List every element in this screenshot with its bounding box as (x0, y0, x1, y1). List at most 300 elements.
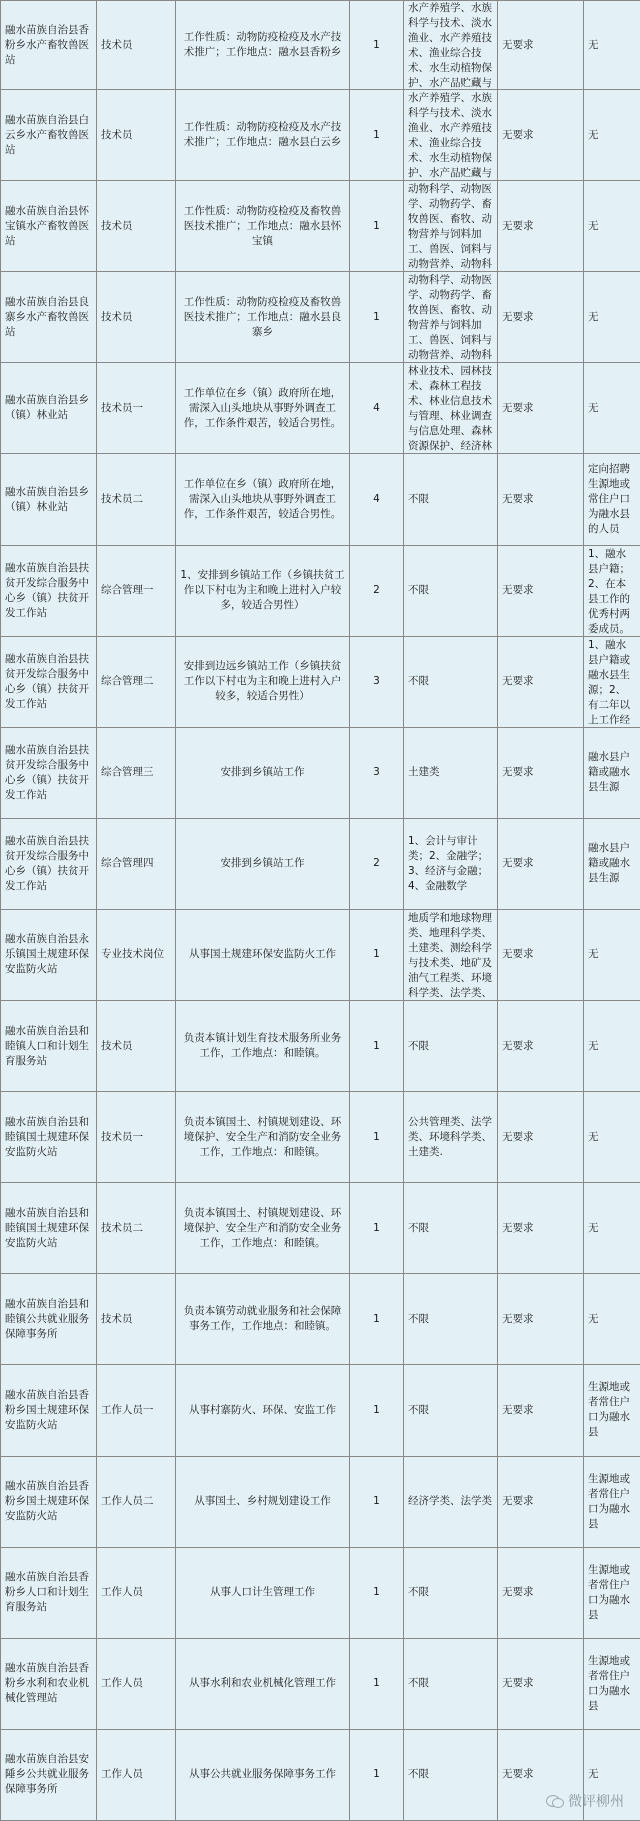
cell-major-text: 动物科学、动物医学、动物药学、畜牧兽医、畜牧、动物营养与饲料加工、兽医、饲料与动物营养、动物科 (408, 274, 492, 362)
cell-count-text: 1 (373, 38, 380, 51)
cell-unit (1, 1456, 97, 1547)
cell-major-text: 不限 (408, 1403, 429, 1416)
cell-description-text: 负责本镇国土、村镇规划建设、环境保护、安全生产和消防安全业务工作，工作地点：和睦镇。 (183, 1206, 342, 1249)
cell-other (584, 1183, 640, 1274)
table-row (1, 1274, 640, 1365)
cell-major-text: 经济学类、法学类 (408, 1495, 492, 1508)
table-row (1, 454, 640, 545)
cell-education-text: 无要求 (502, 38, 534, 51)
cell-major-text: 林业技术、园林技术、森林工程技术、林业信息技术与管理、林业调查与信息处理、森林资源保护、经济林 (408, 365, 492, 453)
cell-major (404, 1547, 498, 1638)
cell-description (176, 1547, 350, 1638)
cell-other (584, 727, 640, 818)
cell-other-text: 生源地或者常住户口为融水县 (588, 1654, 630, 1712)
cell-description-text: 从事村寨防火、环保、安监工作 (189, 1403, 336, 1416)
cell-description-text: 负责本镇计划生育技术服务所业务工作，工作地点：和睦镇。 (183, 1032, 342, 1060)
cell-other-text: 无 (588, 310, 599, 323)
cell-education (498, 1456, 584, 1547)
cell-count-text: 1 (373, 1495, 380, 1508)
cell-other-text: 无 (588, 401, 599, 414)
cell-count-text: 3 (373, 675, 380, 688)
cell-unit (1, 90, 97, 181)
cell-count (350, 1183, 404, 1274)
cell-unit-text: 融水苗族自治县良寨乡水产畜牧兽医站 (5, 295, 89, 338)
cell-other-text: 无 (588, 1039, 599, 1052)
cell-other (584, 363, 640, 454)
cell-description (176, 909, 350, 1000)
cell-major (404, 1729, 498, 1820)
cell-education-text: 无要求 (502, 1403, 534, 1416)
cell-major-text: 1、会计与审计类；2、金融学；3、经济与金融；4、金融数学 (408, 834, 489, 892)
cell-count-text: 4 (373, 401, 380, 414)
cell-count (350, 454, 404, 545)
cell-education (498, 818, 584, 909)
cell-description (176, 1638, 350, 1729)
cell-post-text: 综合管理三 (101, 766, 154, 779)
table-row (1, 1183, 640, 1274)
cell-description-text: 负责本镇国土、村镇规划建设、环境保护、安全生产和消防安全业务工作，工作地点：和睦镇。 (183, 1115, 342, 1158)
cell-count-text: 1 (373, 1312, 380, 1325)
cell-description-text: 安排到边远乡镇站工作（乡镇扶贫工作以下村屯为主和晚上进村入户较多，较适合男性） (183, 660, 342, 703)
cell-education (498, 1183, 584, 1274)
cell-other-text: 无 (588, 948, 599, 961)
cell-unit-text: 融水苗族自治县扶贫开发综合服务中心乡（镇）扶贫开发工作站 (5, 743, 89, 801)
cell-post-text: 工作人员一 (101, 1403, 154, 1416)
cell-post (97, 1456, 176, 1547)
cell-major-text: 不限 (408, 1586, 429, 1599)
cell-post (97, 1365, 176, 1456)
cell-unit-text: 融水苗族自治县乡（镇）林业站 (5, 394, 89, 422)
cell-post-text: 技术员 (101, 1039, 133, 1052)
cell-unit-text: 融水苗族自治县扶贫开发综合服务中心乡（镇）扶贫开发工作站 (5, 561, 89, 619)
table-row (1, 909, 640, 1000)
cell-major (404, 909, 498, 1000)
cell-post-text: 技术员 (101, 310, 133, 323)
cell-count (350, 1092, 404, 1183)
cell-other (584, 1274, 640, 1365)
cell-description (176, 363, 350, 454)
cell-count-text: 3 (373, 766, 380, 779)
cell-count (350, 1365, 404, 1456)
cell-education-text: 无要求 (502, 1768, 534, 1781)
cell-count (350, 181, 404, 272)
cell-unit (1, 1183, 97, 1274)
cell-major-text: 水产养殖学、水族科学与技术、淡水渔业、水产养殖技术、渔业综合技术、水生动植物保护、水产品贮藏与 (408, 2, 492, 90)
cell-count-text: 1 (373, 1403, 380, 1416)
cell-unit-text: 融水苗族自治县扶贫开发综合服务中心乡（镇）扶贫开发工作站 (5, 834, 89, 892)
cell-major-text: 不限 (408, 1221, 429, 1234)
cell-education (498, 454, 584, 545)
cell-education (498, 1001, 584, 1092)
cell-unit (1, 1729, 97, 1820)
cell-education-text: 无要求 (502, 128, 534, 141)
cell-unit-text: 融水苗族自治县乡（镇）林业站 (5, 485, 89, 513)
table-row (1, 1456, 640, 1547)
cell-count (350, 363, 404, 454)
cell-major-text: 不限 (408, 493, 429, 506)
cell-description (176, 1365, 350, 1456)
table-row (1, 272, 640, 363)
cell-description (176, 1, 350, 90)
cell-unit (1, 1001, 97, 1092)
cell-count (350, 818, 404, 909)
cell-description-text: 安排到乡镇站工作 (220, 857, 305, 870)
cell-major (404, 181, 498, 272)
cell-description-text: 安排到乡镇站工作 (220, 766, 305, 779)
cell-count (350, 909, 404, 1000)
cell-education-text: 无要求 (502, 1130, 534, 1143)
cell-post-text: 工作人员二 (101, 1495, 154, 1508)
cell-unit (1, 1274, 97, 1365)
cell-major-text: 动物科学、动物医学、动物药学、畜牧兽医、畜牧、动物营养与饲料加工、兽医、饲料与动物营养、动物科 (408, 183, 492, 271)
cell-unit-text: 融水苗族自治县香粉乡人口和计划生育服务站 (5, 1571, 89, 1614)
cell-description (176, 1092, 350, 1183)
cell-other-text: 融水县户籍或融水县生源 (588, 751, 630, 794)
cell-description-text: 工作性质：动物防疫检疫及畜牧兽医技术推广；工作地点：融水县怀宝镇 (183, 204, 342, 247)
cell-education (498, 1274, 584, 1365)
cell-education-text: 无要求 (502, 1221, 534, 1234)
cell-education (498, 363, 584, 454)
cell-major-text: 公共管理类、法学类、环境科学类、土建类. (408, 1115, 492, 1158)
cell-major (404, 90, 498, 181)
cell-other (584, 181, 640, 272)
cell-unit (1, 1547, 97, 1638)
cell-education (498, 1092, 584, 1183)
cell-count-text: 2 (373, 857, 380, 870)
cell-unit-text: 融水苗族自治县香粉乡水产畜牧兽医站 (5, 23, 89, 66)
cell-other-text: 无 (588, 1130, 599, 1143)
cell-major (404, 1183, 498, 1274)
cell-major-text: 地质学和地球物理类、地理科学类、土建类、测绘科学与技术类、地矿及油气工程类、环境科学类、法学类、 (408, 911, 492, 999)
cell-other-text: 生源地或者常住户口为融水县 (588, 1563, 630, 1621)
cell-count (350, 272, 404, 363)
cell-description (176, 1729, 350, 1820)
cell-description (176, 1274, 350, 1365)
cell-post (97, 363, 176, 454)
cell-description (176, 818, 350, 909)
cell-description-text: 从事人口计生管理工作 (210, 1586, 315, 1599)
cell-major (404, 1365, 498, 1456)
cell-unit (1, 1638, 97, 1729)
cell-major-text: 不限 (408, 675, 429, 688)
cell-education-text: 无要求 (502, 1677, 534, 1690)
cell-education-text: 无要求 (502, 1039, 534, 1052)
cell-other (584, 636, 640, 727)
cell-unit (1, 363, 97, 454)
cell-post (97, 272, 176, 363)
cell-description-text: 工作单位在乡（镇）政府所在地，需深入山头地块从事野外调查工作，工作条件艰苦，较适合男性。 (183, 478, 342, 521)
cell-other-text: 定向招聘生源地或常住户口为融水县的人员 (588, 463, 630, 536)
cell-count-text: 1 (373, 310, 380, 323)
cell-count-text: 1 (373, 948, 380, 961)
cell-count-text: 1 (373, 1768, 380, 1781)
cell-major (404, 1001, 498, 1092)
cell-unit-text: 融水苗族自治县香粉乡水利和农业机械化管理站 (5, 1662, 89, 1705)
cell-other-text: 1、融水县户籍或融水县生源；2、有二年以上工作经 (588, 638, 630, 726)
cell-post-text: 技术员一 (101, 401, 143, 414)
cell-count (350, 727, 404, 818)
cell-post (97, 818, 176, 909)
cell-other (584, 1, 640, 90)
table-row (1, 90, 640, 181)
cell-major (404, 727, 498, 818)
cell-other (584, 909, 640, 1000)
cell-other (584, 818, 640, 909)
cell-education-text: 无要求 (502, 310, 534, 323)
cell-description (176, 1183, 350, 1274)
table-row (1, 636, 640, 727)
cell-education (498, 727, 584, 818)
cell-unit (1, 272, 97, 363)
table-row (1, 1001, 640, 1092)
table-row (1, 818, 640, 909)
cell-other-text: 无 (588, 128, 599, 141)
cell-major-text: 土建类 (408, 766, 440, 779)
cell-unit (1, 454, 97, 545)
cell-education-text: 无要求 (502, 948, 534, 961)
cell-major (404, 818, 498, 909)
cell-unit (1, 1365, 97, 1456)
cell-unit-text: 融水苗族自治县白云乡水产畜牧兽医站 (5, 113, 89, 156)
cell-count (350, 90, 404, 181)
cell-education (498, 181, 584, 272)
cell-unit-text: 融水苗族自治县和睦镇人口和计划生育服务站 (5, 1024, 89, 1067)
table-row (1, 1, 640, 90)
cell-education (498, 636, 584, 727)
cell-post-text: 综合管理四 (101, 857, 154, 870)
cell-post (97, 1638, 176, 1729)
cell-unit (1, 1, 97, 90)
cell-post (97, 181, 176, 272)
cell-education-text: 无要求 (502, 584, 534, 597)
cell-other (584, 90, 640, 181)
cell-education-text: 无要求 (502, 493, 534, 506)
cell-other-text: 生源地或者常住户口为融水县 (588, 1472, 630, 1530)
cell-post-text: 工作人员 (101, 1677, 143, 1690)
table-row (1, 1638, 640, 1729)
cell-education (498, 1547, 584, 1638)
cell-unit (1, 727, 97, 818)
cell-count-text: 1 (373, 1677, 380, 1690)
cell-education-text: 无要求 (502, 1312, 534, 1325)
cell-post (97, 545, 176, 636)
cell-other-text: 无 (588, 38, 599, 51)
cell-unit (1, 181, 97, 272)
cell-other (584, 454, 640, 545)
cell-other (584, 1092, 640, 1183)
cell-description-text: 工作性质：动物防疫检疫及水产技术推广；工作地点：融水县白云乡 (183, 121, 342, 149)
cell-other (584, 1547, 640, 1638)
cell-count-text: 1 (373, 1586, 380, 1599)
table-row (1, 1729, 640, 1820)
cell-major (404, 272, 498, 363)
cell-other-text: 无 (588, 219, 599, 232)
cell-post (97, 90, 176, 181)
cell-post (97, 909, 176, 1000)
cell-post (97, 454, 176, 545)
cell-unit-text: 融水苗族自治县香粉乡国土规建环保安监防火站 (5, 1480, 89, 1523)
cell-major (404, 1092, 498, 1183)
cell-education (498, 909, 584, 1000)
cell-post-text: 技术员二 (101, 1221, 143, 1234)
cell-description (176, 636, 350, 727)
cell-count-text: 1 (373, 219, 380, 232)
cell-unit-text: 融水苗族自治县安陲乡公共就业服务保障事务所 (5, 1753, 89, 1796)
cell-count-text: 4 (373, 493, 380, 506)
cell-description-text: 工作性质：动物防疫检疫及水产技术推广；工作地点：融水县香粉乡 (183, 31, 342, 59)
cell-description (176, 90, 350, 181)
cell-unit (1, 545, 97, 636)
cell-count-text: 1 (373, 1130, 380, 1143)
table-row (1, 727, 640, 818)
cell-unit (1, 1092, 97, 1183)
watermark (546, 1791, 624, 1811)
cell-count (350, 1274, 404, 1365)
cell-education-text: 无要求 (502, 675, 534, 688)
table-row (1, 1092, 640, 1183)
table-row (1, 545, 640, 636)
cell-education-text: 无要求 (502, 401, 534, 414)
cell-unit-text: 融水苗族自治县和睦镇公共就业服务保障事务所 (5, 1297, 89, 1340)
cell-post (97, 636, 176, 727)
cell-unit-text: 融水苗族自治县和睦镇国土规建环保安监防火站 (5, 1115, 89, 1158)
cell-major (404, 454, 498, 545)
cell-unit (1, 818, 97, 909)
table-row (1, 363, 640, 454)
cell-major-text: 不限 (408, 1768, 429, 1781)
table-row (1, 1547, 640, 1638)
cell-post-text: 技术员一 (101, 1130, 143, 1143)
cell-post (97, 1183, 176, 1274)
cell-unit (1, 909, 97, 1000)
cell-description-text: 从事国土、乡村规划建设工作 (194, 1495, 331, 1508)
cell-post-text: 技术员 (101, 1312, 133, 1325)
cell-education-text: 无要求 (502, 857, 534, 870)
cell-education-text: 无要求 (502, 1495, 534, 1508)
cell-other (584, 272, 640, 363)
cell-other-text: 融水县户籍或融水县生源 (588, 842, 630, 885)
cell-unit-text: 融水苗族自治县怀宝镇水产畜牧兽医站 (5, 204, 89, 247)
cell-description-text: 从事国土规建环保安监防火工作 (189, 948, 336, 961)
cell-major-text: 水产养殖学、水族科学与技术、淡水渔业、水产养殖技术、渔业综合技术、水生动植物保护、水产品贮藏与 (408, 92, 492, 180)
wechat-icon (546, 1794, 564, 1808)
cell-education (498, 1638, 584, 1729)
cell-other (584, 1365, 640, 1456)
cell-major (404, 1274, 498, 1365)
cell-description (176, 545, 350, 636)
cell-education-text: 无要求 (502, 766, 534, 779)
cell-education-text: 无要求 (502, 219, 534, 232)
cell-description (176, 1001, 350, 1092)
cell-other-text: 1、融水县户籍；2、在本县工作的优秀村两委成员。 (588, 547, 630, 635)
cell-major-text: 不限 (408, 1039, 429, 1052)
cell-post (97, 1001, 176, 1092)
watermark-text: 微评柳州 (568, 1794, 624, 1810)
cell-description-text: 1、安排到乡镇站工作（乡镇扶贫工作以下村屯为主和晚上进村入户较多，较适合男性） (180, 569, 345, 612)
cell-count (350, 1001, 404, 1092)
cell-major (404, 1456, 498, 1547)
cell-count (350, 545, 404, 636)
cell-description-text: 负责本镇劳动就业服务和社会保障事务工作，工作地点：和睦镇。 (183, 1305, 342, 1333)
cell-other (584, 545, 640, 636)
cell-major-text: 不限 (408, 584, 429, 597)
cell-unit-text: 融水苗族自治县扶贫开发综合服务中心乡（镇）扶贫开发工作站 (5, 652, 89, 710)
cell-post-text: 技术员 (101, 38, 133, 51)
cell-major-text: 不限 (408, 1677, 429, 1690)
cell-post (97, 1547, 176, 1638)
cell-education-text: 无要求 (502, 1586, 534, 1599)
cell-post-text: 工作人员 (101, 1768, 143, 1781)
cell-description (176, 181, 350, 272)
cell-major (404, 636, 498, 727)
cell-post-text: 专业技术岗位 (101, 948, 164, 961)
cell-count (350, 636, 404, 727)
cell-major (404, 545, 498, 636)
cell-education (498, 545, 584, 636)
cell-major (404, 1638, 498, 1729)
cell-education (498, 90, 584, 181)
cell-description-text: 从事公共就业服务保障事务工作 (189, 1768, 336, 1781)
cell-count-text: 2 (373, 584, 380, 597)
cell-major (404, 1, 498, 90)
cell-education (498, 1, 584, 90)
cell-other (584, 1638, 640, 1729)
cell-post (97, 1, 176, 90)
cell-post (97, 1274, 176, 1365)
cell-count (350, 1, 404, 90)
cell-major (404, 363, 498, 454)
cell-count-text: 1 (373, 1039, 380, 1052)
cell-description-text: 从事水利和农业机械化管理工作 (189, 1677, 336, 1690)
cell-post-text: 技术员 (101, 219, 133, 232)
cell-description (176, 272, 350, 363)
cell-post-text: 综合管理二 (101, 675, 154, 688)
cell-unit-text: 融水苗族自治县和睦镇国土规建环保安监防火站 (5, 1206, 89, 1249)
cell-description-text: 工作性质：动物防疫检疫及畜牧兽医技术推广；工作地点：融水县良寨乡 (183, 295, 342, 338)
cell-unit-text: 融水苗族自治县香粉乡国土规建环保安监防火站 (5, 1388, 89, 1431)
cell-count-text: 1 (373, 128, 380, 141)
cell-education (498, 1365, 584, 1456)
cell-description (176, 1456, 350, 1547)
cell-post (97, 1729, 176, 1820)
cell-other-text: 无 (588, 1768, 599, 1781)
cell-description (176, 454, 350, 545)
cell-count (350, 1456, 404, 1547)
cell-count-text: 1 (373, 1221, 380, 1234)
cell-other-text: 无 (588, 1312, 599, 1325)
cell-unit (1, 636, 97, 727)
cell-unit-text: 融水苗族自治县永乐镇国土规建环保安监防火站 (5, 933, 89, 976)
cell-post-text: 技术员二 (101, 493, 143, 506)
cell-description-text: 工作单位在乡（镇）政府所在地，需深入山头地块从事野外调查工作，工作条件艰苦，较适合男性。 (183, 386, 342, 429)
cell-other (584, 1456, 640, 1547)
cell-post (97, 727, 176, 818)
cell-description (176, 727, 350, 818)
cell-other-text: 无 (588, 1221, 599, 1234)
cell-post-text: 技术员 (101, 128, 133, 141)
table-body (1, 1, 640, 1821)
cell-post (97, 1092, 176, 1183)
cell-post-text: 综合管理一 (101, 584, 154, 597)
cell-other-text: 生源地或者常住户口为融水县 (588, 1381, 630, 1439)
cell-count (350, 1638, 404, 1729)
cell-count (350, 1547, 404, 1638)
table-row (1, 1365, 640, 1456)
cell-education (498, 272, 584, 363)
table-row (1, 181, 640, 272)
cell-count (350, 1729, 404, 1820)
cell-major-text: 不限 (408, 1312, 429, 1325)
